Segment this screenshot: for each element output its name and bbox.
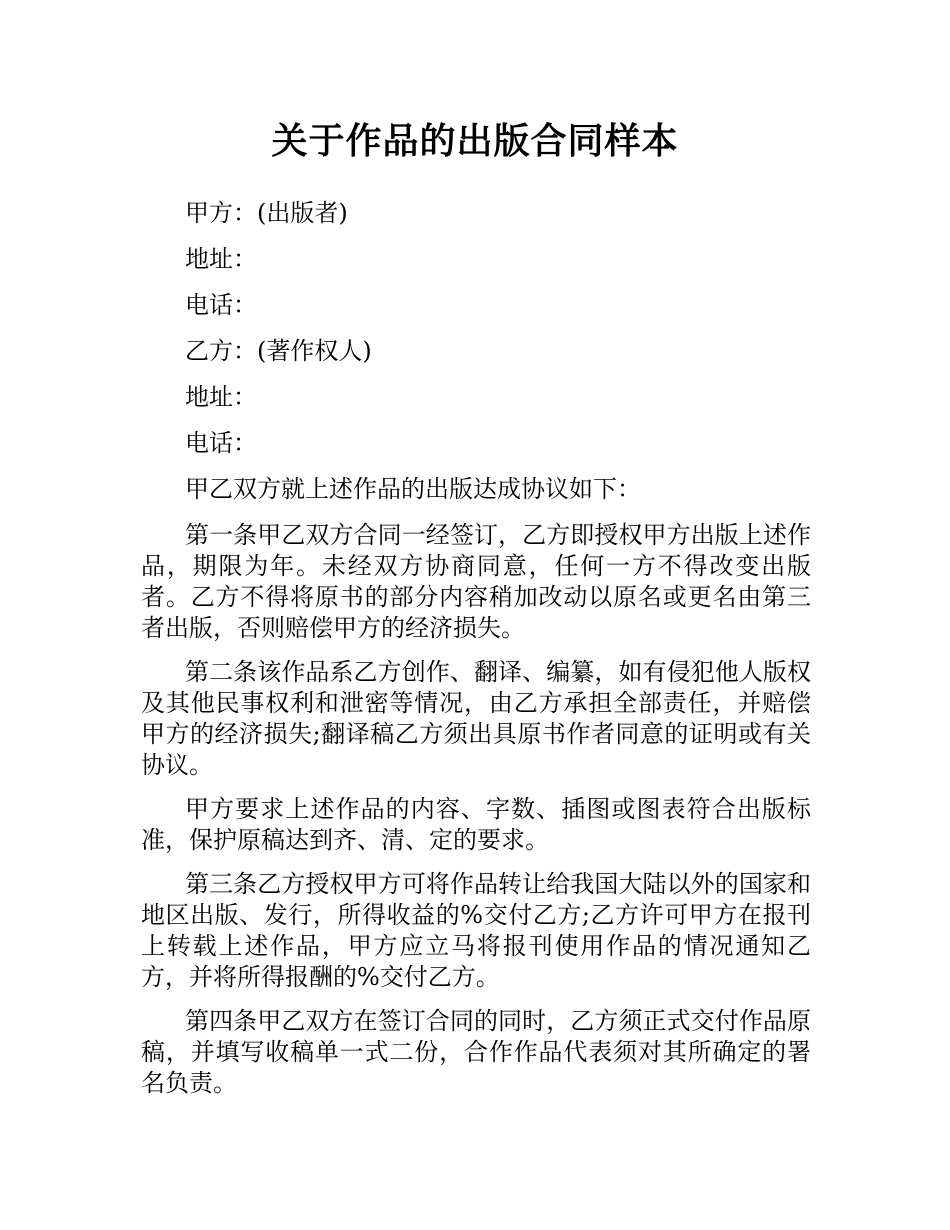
- document-body: [141, 198, 811, 1112]
- party-b-line: 乙方：(著作权人): [185, 337, 372, 365]
- agreement-intro: 甲乙双方就上述作品的出版达成协议如下：: [185, 475, 641, 503]
- article-2-paragraph: 第二条该作品系乙方创作、翻译、编纂，如有侵犯他人版权及其他民事权利和泄密等情况，由乙方承担全部责任，并赔偿甲方的经济损失;翻译稿乙方须出具原书作者同意的证明或有关协议。: [141, 658, 811, 779]
- article-3-paragraph: 第三条乙方授权甲方可将作品转让给我国大陆以外的国家和地区出版、发行，所得收益的%交付乙方;乙方许可甲方在报刊上转载上述作品，甲方应立马将报刊使用作品的情况通知乙方，并将所得报酬的%交付乙方。: [141, 870, 811, 991]
- article-4-paragraph: 第四条甲乙双方在签订合同的同时，乙方须正式交付作品原稿，并填写收稿单一式二份，合作作品代表须对其所确定的署名负责。: [141, 1007, 811, 1097]
- party-a-address-line: 地址：: [185, 245, 257, 273]
- article-1-paragraph: 第一条甲乙双方合同一经签订，乙方即授权甲方出版上述作品，期限为年。未经双方协商同意，任何一方不得改变出版者。乙方不得将原书的部分内容稍加改动以原名或更名由第三者出版，否则赔偿甲方的经济损失。: [141, 521, 811, 642]
- party-b-phone-line: 电话：: [185, 429, 257, 457]
- party-a-phone-line: 电话：: [185, 291, 257, 319]
- party-a-line: 甲方：(出版者): [185, 199, 348, 227]
- party-b-address-line: 地址：: [185, 383, 257, 411]
- document-title: 关于作品的出版合同样本: [271, 121, 679, 162]
- manuscript-requirement-paragraph: 甲方要求上述作品的内容、字数、插图或图表符合出版标准，保护原稿达到齐、清、定的要求。: [141, 795, 811, 854]
